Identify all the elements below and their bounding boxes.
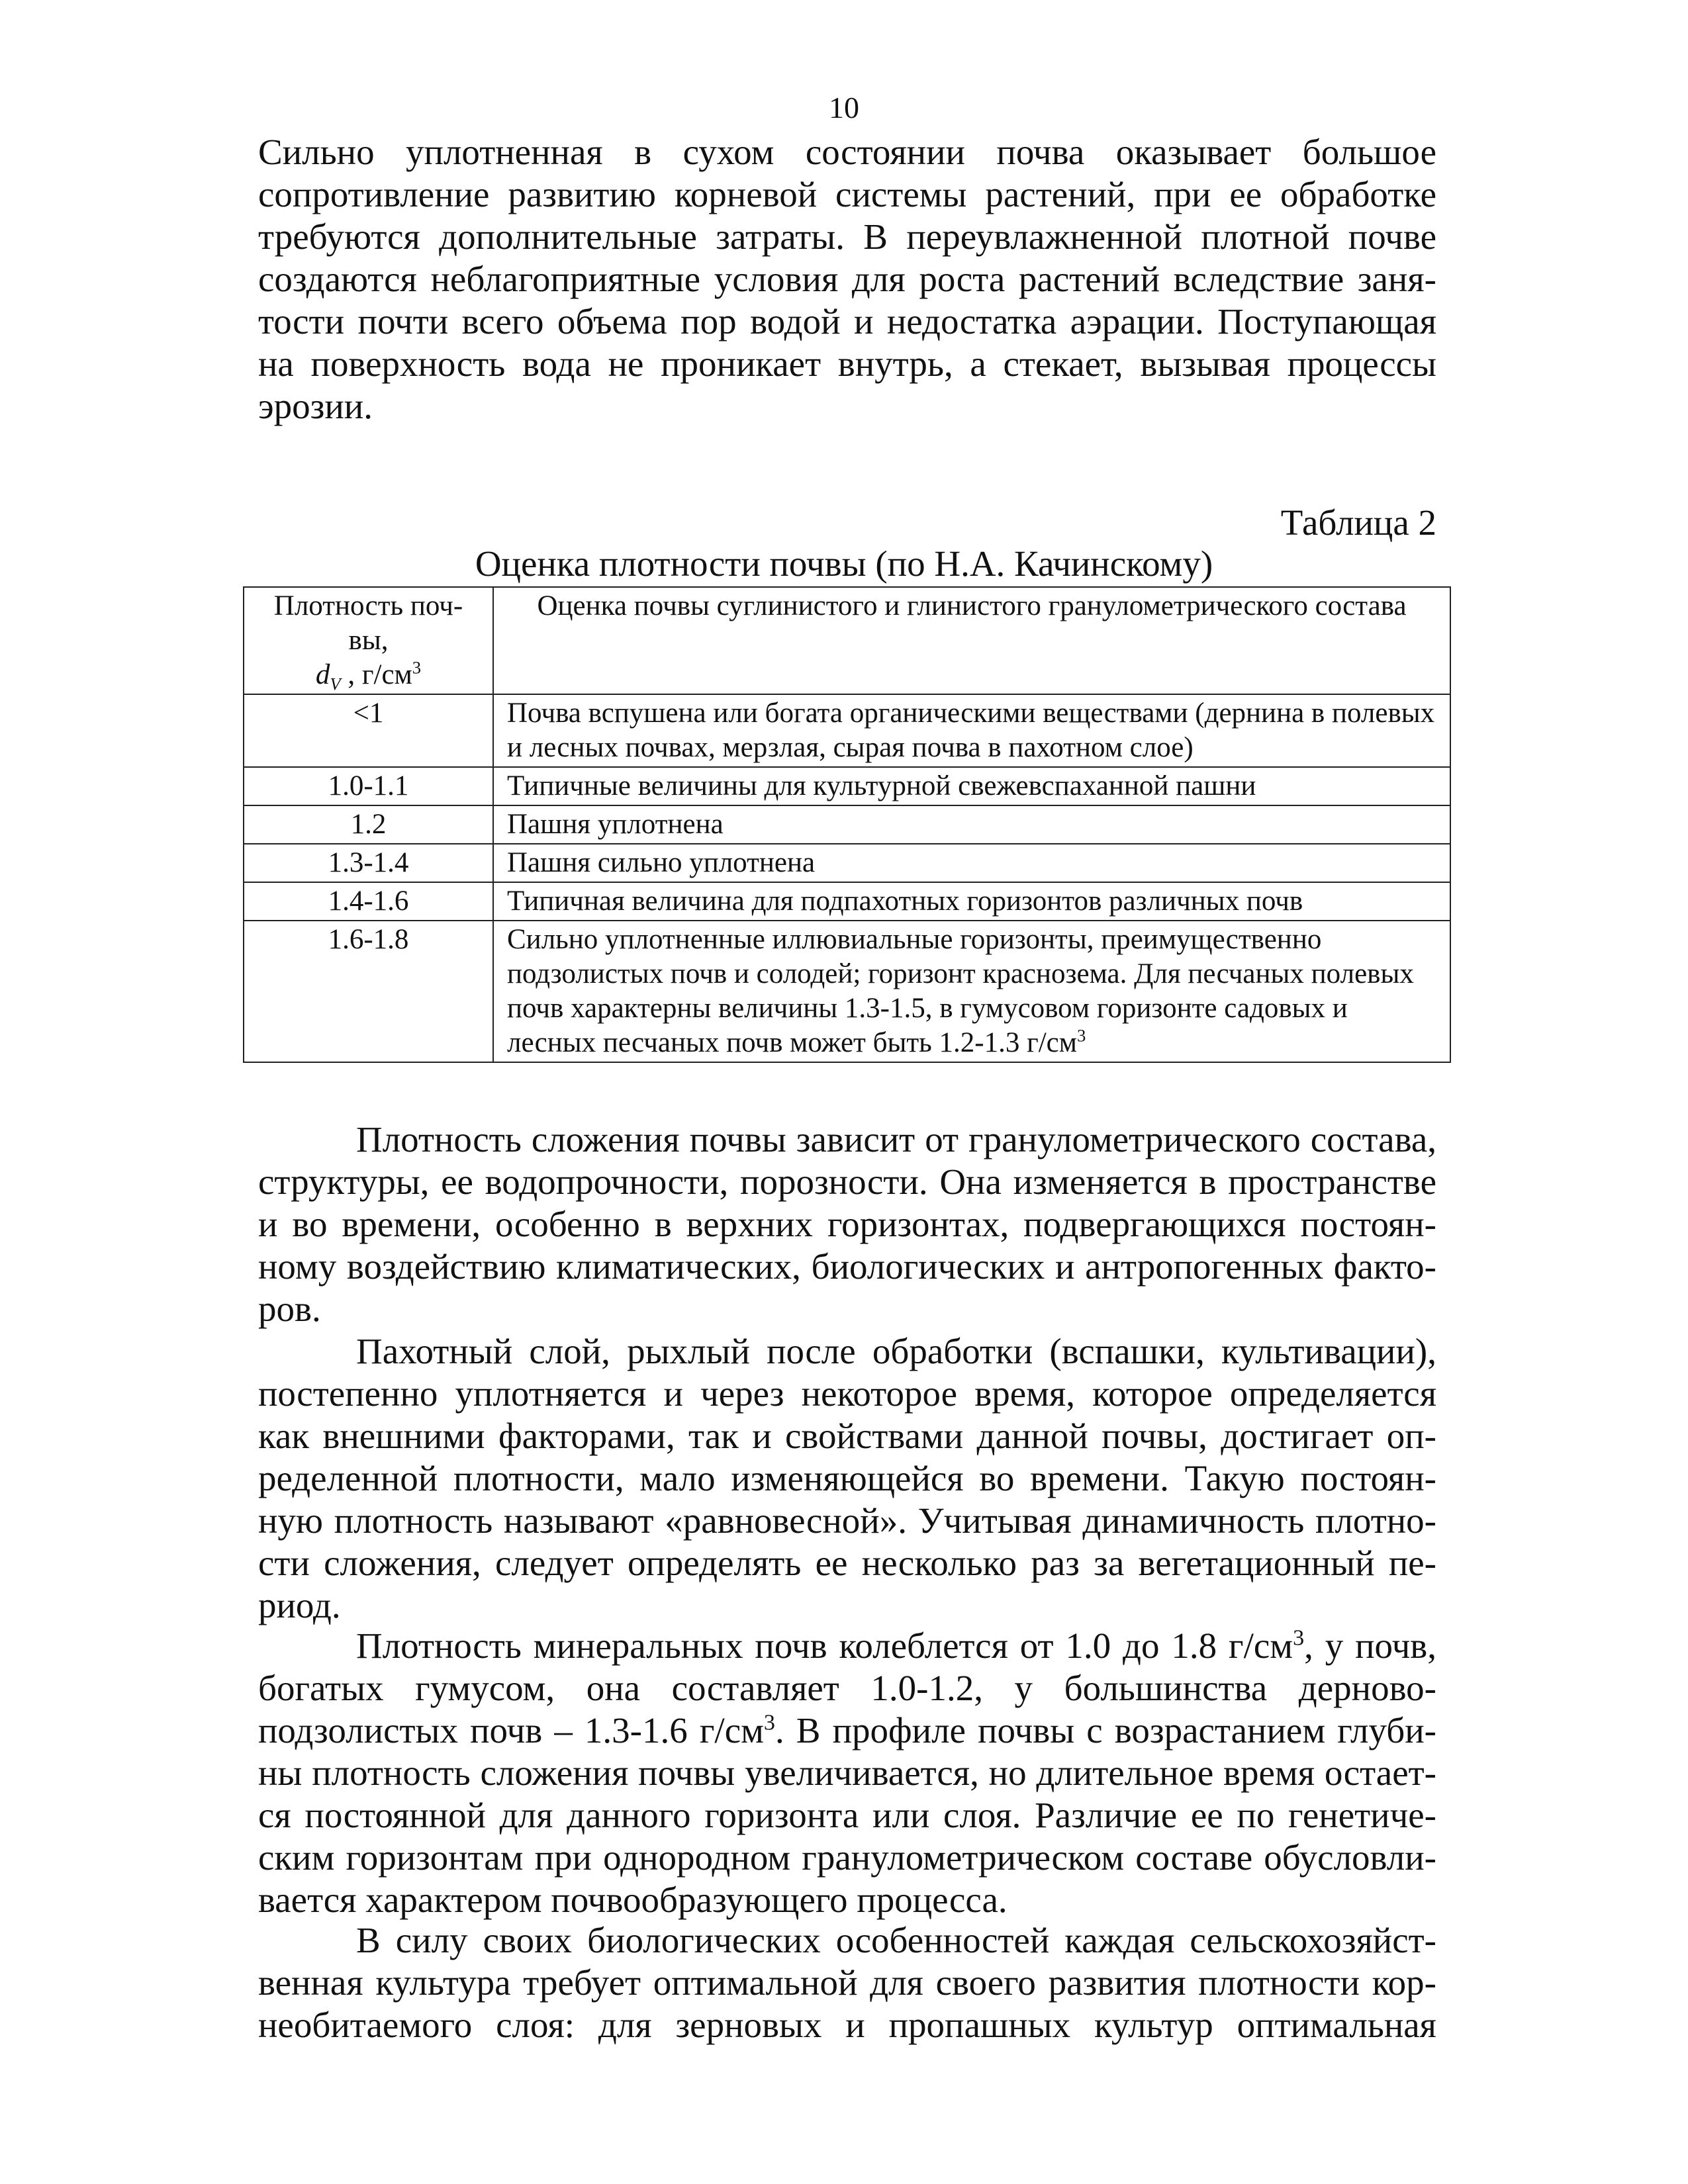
density-cell: 1.2 — [244, 805, 493, 844]
table-row — [244, 882, 1450, 921]
density-cell: 1.0-1.1 — [244, 767, 493, 805]
assessment-cell — [493, 921, 1450, 1062]
paragraph-4-sup2: 3 — [763, 1710, 775, 1735]
assessment-sup: 3 — [1076, 1025, 1086, 1046]
density-cell: 1.4-1.6 — [244, 882, 493, 921]
assessment-text: Сильно уплотненные иллювиальные горизонты, преимущественно подзолистых почв и солодей; горизонт краснозема. Для песчаных полевых почв характерны величины 1.3-1.5, в гумусовом горизонте садовых и лесных песчаных почв может быть 1.2-1.3 г/см — [507, 924, 1414, 1058]
assessment-cell: Пашня уплотнена — [493, 805, 1450, 844]
density-symbol: d — [315, 659, 330, 690]
header-density — [244, 587, 493, 694]
density-cell: 1.6-1.8 — [244, 921, 493, 1062]
table-row — [244, 805, 1450, 844]
table-row — [244, 767, 1450, 805]
paragraph-4-sup1: 3 — [1293, 1625, 1305, 1651]
paragraph-2: Плотность сложения почвы зависит от гранулометрического состава, структуры, ее водопрочности, порозности. Она изменяется в пространстве и во времени, особенно в верхних горизонтах, подвергающихся постоянному воздействию климатических, биологических и антропогенных факторов. — [258, 1119, 1436, 1329]
paragraph-4-part1: Плотность минеральных почв колеблется от 1.0 до 1.8 г/см — [356, 1625, 1293, 1666]
table-row — [244, 921, 1450, 1062]
density-table — [243, 586, 1451, 1063]
header-assessment: Оценка почвы суглинистого и глинистого гранулометрического состава — [493, 587, 1450, 694]
assessment-cell: Типичная величина для подпахотных горизонтов различных почв — [493, 882, 1450, 921]
table-title: Оценка плотности почвы (по Н.А. Качинскому) — [475, 543, 1213, 584]
paragraph-5: В силу своих биологических особенностей каждая сельскохозяйственная культура требует оптимальной для своего развития плотности корнеобитаемого слоя: для зерновых и пропашных культур оптимальная — [258, 1920, 1436, 2045]
page-number: 10 — [829, 91, 859, 124]
header-density-line2: вы, — [348, 625, 389, 656]
table-row — [244, 844, 1450, 882]
density-unit-sup: 3 — [412, 657, 422, 678]
paragraph-4-part3: . В профиле почвы с возрастанием глубины плотность сложения почвы увеличивается, но длительное время остается постоянной для данного горизонта или слоя. Различие ее по генетическим горизонтам при однородном гранулометрическом составе обусловливается характером почвообразующего процесса. — [258, 1710, 1436, 1920]
paragraph-4 — [258, 1625, 1436, 1921]
paragraph-3: Пахотный слой, рыхлый после обработки (вспашки, культивации), постепенно уплотняется и через некоторое время, которое определяется как внешними факторами, так и свойствами данной почвы, достигает определенной плотности, мало изменяющейся во времени. Такую постоянную плотность называют «равновесной». Учитывая динамичность плотности сложения, следует определять ее несколько раз за вегетационный период. — [258, 1331, 1436, 1625]
density-unit: , г/см — [340, 659, 412, 690]
table-header-row — [244, 587, 1450, 694]
density-cell: <1 — [244, 694, 493, 767]
assessment-cell: Пашня сильно уплотнена — [493, 844, 1450, 882]
table-row — [244, 694, 1450, 767]
assessment-cell: Почва вспушена или богата органическими веществами (дернина в полевых и лесных почвах, мерзлая, сырая почва в пахотном слое) — [493, 694, 1450, 767]
table-label: Таблица 2 — [1280, 502, 1436, 543]
header-density-line1: Плотность поч- — [273, 590, 463, 621]
intro-paragraph: Сильно уплотненная в сухом состоянии почва оказывает большое сопротивление развитию корневой системы растений, при ее обработке требуются дополнительные затраты. В переувлажненной плотной почве создаются неблагоприятные условия для роста растений вследствие занятости почти всего объема пор водой и недостатка аэрации. Поступающая на поверхность вода не проникает внутрь, а стекает, вызывая процессы эрозии. — [258, 132, 1436, 426]
paragraph-4-part2: , у почв, богатых гумусом, она составляет 1.0-1.2, у большинства дерново-подзолистых почв – 1.3-1.6 г/см — [258, 1625, 1436, 1751]
density-subscript: V — [330, 674, 341, 694]
assessment-cell: Типичные величины для культурной свежевспаханной пашни — [493, 767, 1450, 805]
density-cell: 1.3-1.4 — [244, 844, 493, 882]
